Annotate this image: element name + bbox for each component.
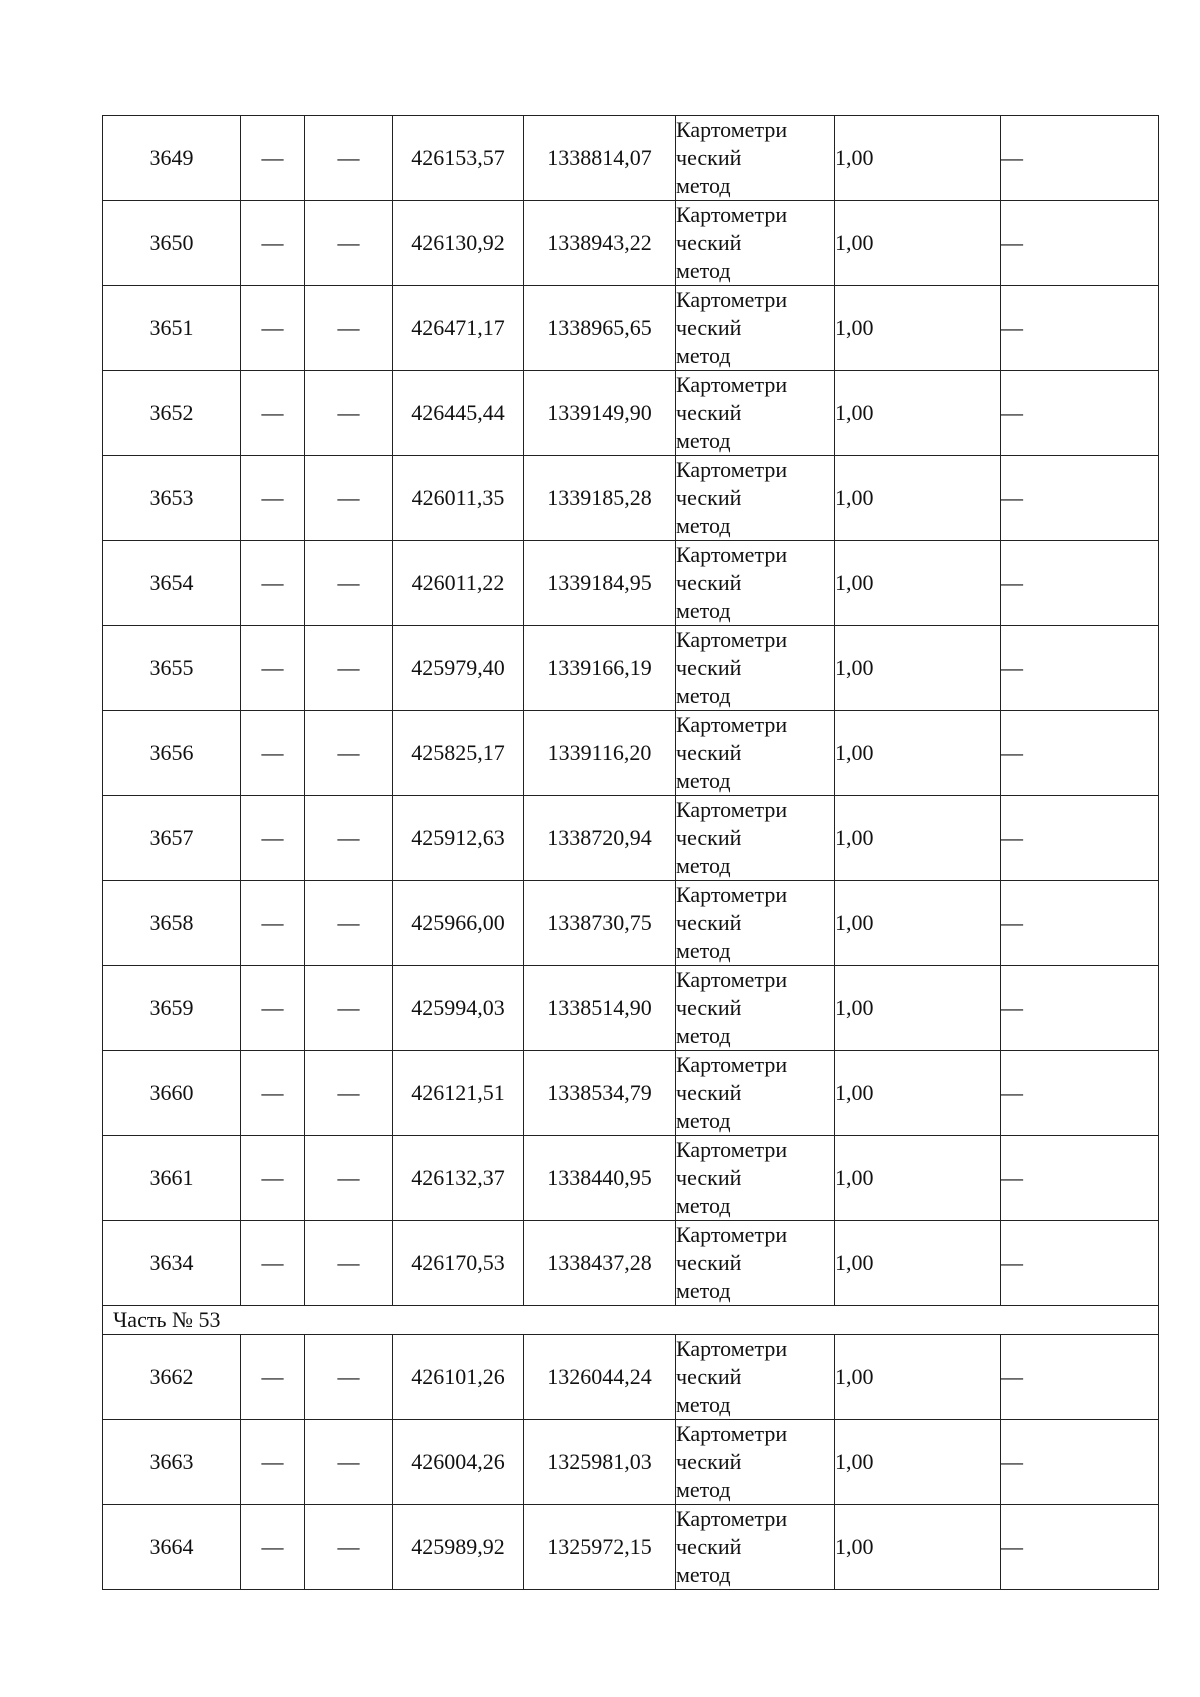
method-line-3: метод (676, 513, 731, 538)
x-coordinate-cell: 425966,00 (393, 881, 524, 966)
point-number-cell: 3651 (103, 286, 241, 371)
dash-cell-1: — (241, 1136, 305, 1221)
dash-cell-1: — (241, 541, 305, 626)
method-line-2: ческий (676, 910, 742, 935)
accuracy-cell: 1,00 (835, 626, 1001, 711)
dash-cell-1: — (241, 1420, 305, 1505)
dash-cell-2: — (305, 1051, 393, 1136)
dash-cell-1: — (241, 1221, 305, 1306)
method-line-3: метод (676, 343, 731, 368)
y-coordinate-cell: 1339184,95 (524, 541, 676, 626)
x-coordinate-cell: 426011,22 (393, 541, 524, 626)
method-line-3: метод (676, 428, 731, 453)
method-line-2: ческий (676, 655, 742, 680)
description-cell: — (1001, 1136, 1159, 1221)
method-cell (676, 1051, 835, 1136)
method-line-1: Картометри (676, 797, 788, 822)
accuracy-cell: 1,00 (835, 286, 1001, 371)
method-line-2: ческий (676, 1364, 742, 1389)
method-line-1: Картометри (676, 627, 788, 652)
method-cell (676, 966, 835, 1051)
table-row (103, 456, 1159, 541)
x-coordinate-cell: 426153,57 (393, 116, 524, 201)
description-cell: — (1001, 881, 1159, 966)
dash-cell-1: — (241, 286, 305, 371)
method-line-2: ческий (676, 400, 742, 425)
method-line-2: ческий (676, 1534, 742, 1559)
dash-cell-2: — (305, 626, 393, 711)
accuracy-cell: 1,00 (835, 456, 1001, 541)
table-row (103, 1136, 1159, 1221)
x-coordinate-cell: 425979,40 (393, 626, 524, 711)
accuracy-cell: 1,00 (835, 1136, 1001, 1221)
dash-cell-2: — (305, 116, 393, 201)
dash-cell-2: — (305, 1221, 393, 1306)
table-row (103, 711, 1159, 796)
dash-cell-1: — (241, 116, 305, 201)
y-coordinate-cell: 1339185,28 (524, 456, 676, 541)
method-cell (676, 626, 835, 711)
dash-cell-1: — (241, 796, 305, 881)
description-cell: — (1001, 1505, 1159, 1590)
method-line-1: Картометри (676, 1137, 788, 1162)
x-coordinate-cell: 426132,37 (393, 1136, 524, 1221)
method-cell (676, 1505, 835, 1590)
x-coordinate-cell: 426170,53 (393, 1221, 524, 1306)
method-line-3: метод (676, 1477, 731, 1502)
dash-cell-2: — (305, 371, 393, 456)
accuracy-cell: 1,00 (835, 1221, 1001, 1306)
method-line-3: метод (676, 1023, 731, 1048)
method-line-1: Картометри (676, 1052, 788, 1077)
dash-cell-2: — (305, 286, 393, 371)
method-line-1: Картометри (676, 202, 788, 227)
method-line-1: Картометри (676, 1506, 788, 1531)
dash-cell-1: — (241, 881, 305, 966)
method-line-1: Картометри (676, 457, 788, 482)
table-body (103, 116, 1159, 1590)
dash-cell-2: — (305, 1505, 393, 1590)
point-number-cell: 3657 (103, 796, 241, 881)
method-line-1: Картометри (676, 1222, 788, 1247)
x-coordinate-cell: 426471,17 (393, 286, 524, 371)
method-cell (676, 1221, 835, 1306)
method-line-2: ческий (676, 825, 742, 850)
dash-cell-1: — (241, 456, 305, 541)
description-cell: — (1001, 1335, 1159, 1420)
method-line-1: Картометри (676, 117, 788, 142)
x-coordinate-cell: 426121,51 (393, 1051, 524, 1136)
description-cell: — (1001, 711, 1159, 796)
dash-cell-2: — (305, 881, 393, 966)
table-row (103, 881, 1159, 966)
description-cell: — (1001, 626, 1159, 711)
table-row (103, 1221, 1159, 1306)
method-line-3: метод (676, 938, 731, 963)
method-cell (676, 286, 835, 371)
table-row (103, 286, 1159, 371)
point-number-cell: 3649 (103, 116, 241, 201)
method-line-2: ческий (676, 570, 742, 595)
dash-cell-1: — (241, 1335, 305, 1420)
method-line-3: метод (676, 258, 731, 283)
method-cell (676, 711, 835, 796)
accuracy-cell: 1,00 (835, 711, 1001, 796)
point-number-cell: 3661 (103, 1136, 241, 1221)
table-row (103, 116, 1159, 201)
method-line-1: Картометри (676, 287, 788, 312)
method-line-3: метод (676, 1278, 731, 1303)
x-coordinate-cell: 426101,26 (393, 1335, 524, 1420)
method-line-2: ческий (676, 1165, 742, 1190)
description-cell: — (1001, 541, 1159, 626)
y-coordinate-cell: 1325972,15 (524, 1505, 676, 1590)
dash-cell-2: — (305, 966, 393, 1051)
dash-cell-1: — (241, 201, 305, 286)
y-coordinate-cell: 1338814,07 (524, 116, 676, 201)
y-coordinate-cell: 1338965,65 (524, 286, 676, 371)
x-coordinate-cell: 425989,92 (393, 1505, 524, 1590)
dash-cell-1: — (241, 1505, 305, 1590)
accuracy-cell: 1,00 (835, 966, 1001, 1051)
y-coordinate-cell: 1338437,28 (524, 1221, 676, 1306)
method-cell (676, 116, 835, 201)
method-line-3: метод (676, 853, 731, 878)
coordinates-table (102, 115, 1159, 1590)
point-number-cell: 3664 (103, 1505, 241, 1590)
method-line-3: метод (676, 1562, 731, 1587)
accuracy-cell: 1,00 (835, 1335, 1001, 1420)
method-line-3: метод (676, 1108, 731, 1133)
x-coordinate-cell: 426445,44 (393, 371, 524, 456)
point-number-cell: 3652 (103, 371, 241, 456)
accuracy-cell: 1,00 (835, 1505, 1001, 1590)
method-line-3: метод (676, 683, 731, 708)
method-cell (676, 796, 835, 881)
dash-cell-1: — (241, 966, 305, 1051)
method-line-2: ческий (676, 485, 742, 510)
x-coordinate-cell: 425912,63 (393, 796, 524, 881)
y-coordinate-cell: 1338943,22 (524, 201, 676, 286)
y-coordinate-cell: 1338534,79 (524, 1051, 676, 1136)
method-line-1: Картометри (676, 882, 788, 907)
dash-cell-2: — (305, 796, 393, 881)
description-cell: — (1001, 371, 1159, 456)
description-cell: — (1001, 796, 1159, 881)
dash-cell-2: — (305, 201, 393, 286)
point-number-cell: 3653 (103, 456, 241, 541)
method-line-2: ческий (676, 995, 742, 1020)
method-line-1: Картометри (676, 372, 788, 397)
method-line-2: ческий (676, 1080, 742, 1105)
accuracy-cell: 1,00 (835, 541, 1001, 626)
method-line-3: метод (676, 1193, 731, 1218)
point-number-cell: 3662 (103, 1335, 241, 1420)
y-coordinate-cell: 1339166,19 (524, 626, 676, 711)
method-line-2: ческий (676, 145, 742, 170)
method-line-1: Картометри (676, 967, 788, 992)
x-coordinate-cell: 425825,17 (393, 711, 524, 796)
point-number-cell: 3656 (103, 711, 241, 796)
accuracy-cell: 1,00 (835, 371, 1001, 456)
method-cell (676, 371, 835, 456)
method-line-1: Картометри (676, 1336, 788, 1361)
point-number-cell: 3655 (103, 626, 241, 711)
method-cell (676, 541, 835, 626)
table-row (103, 1420, 1159, 1505)
description-cell: — (1001, 286, 1159, 371)
y-coordinate-cell: 1338440,95 (524, 1136, 676, 1221)
y-coordinate-cell: 1338514,90 (524, 966, 676, 1051)
x-coordinate-cell: 426130,92 (393, 201, 524, 286)
y-coordinate-cell: 1326044,24 (524, 1335, 676, 1420)
description-cell: — (1001, 201, 1159, 286)
method-cell (676, 881, 835, 966)
table-row (103, 201, 1159, 286)
accuracy-cell: 1,00 (835, 116, 1001, 201)
description-cell: — (1001, 1221, 1159, 1306)
part-label: Часть № 53 (103, 1306, 1159, 1335)
x-coordinate-cell: 426004,26 (393, 1420, 524, 1505)
dash-cell-2: — (305, 1420, 393, 1505)
table-row (103, 1505, 1159, 1590)
method-cell (676, 201, 835, 286)
point-number-cell: 3634 (103, 1221, 241, 1306)
method-line-2: ческий (676, 1449, 742, 1474)
description-cell: — (1001, 966, 1159, 1051)
method-cell (676, 456, 835, 541)
table-row (103, 966, 1159, 1051)
dash-cell-1: — (241, 711, 305, 796)
x-coordinate-cell: 426011,35 (393, 456, 524, 541)
y-coordinate-cell: 1339116,20 (524, 711, 676, 796)
dash-cell-2: — (305, 1335, 393, 1420)
dash-cell-2: — (305, 1136, 393, 1221)
dash-cell-2: — (305, 711, 393, 796)
method-line-1: Картометри (676, 542, 788, 567)
table-row (103, 626, 1159, 711)
description-cell: — (1001, 456, 1159, 541)
method-line-3: метод (676, 768, 731, 793)
point-number-cell: 3650 (103, 201, 241, 286)
method-line-2: ческий (676, 740, 742, 765)
description-cell: — (1001, 116, 1159, 201)
y-coordinate-cell: 1339149,90 (524, 371, 676, 456)
method-line-3: метод (676, 173, 731, 198)
dash-cell-2: — (305, 541, 393, 626)
table-row (103, 1051, 1159, 1136)
method-line-3: метод (676, 1392, 731, 1417)
method-line-2: ческий (676, 315, 742, 340)
dash-cell-1: — (241, 1051, 305, 1136)
table-row (103, 541, 1159, 626)
point-number-cell: 3659 (103, 966, 241, 1051)
dash-cell-1: — (241, 626, 305, 711)
point-number-cell: 3654 (103, 541, 241, 626)
method-cell (676, 1420, 835, 1505)
y-coordinate-cell: 1338720,94 (524, 796, 676, 881)
x-coordinate-cell: 425994,03 (393, 966, 524, 1051)
dash-cell-2: — (305, 456, 393, 541)
method-line-2: ческий (676, 1250, 742, 1275)
method-line-2: ческий (676, 230, 742, 255)
description-cell: — (1001, 1420, 1159, 1505)
accuracy-cell: 1,00 (835, 1420, 1001, 1505)
table-row (103, 796, 1159, 881)
y-coordinate-cell: 1338730,75 (524, 881, 676, 966)
point-number-cell: 3660 (103, 1051, 241, 1136)
point-number-cell: 3663 (103, 1420, 241, 1505)
description-cell: — (1001, 1051, 1159, 1136)
accuracy-cell: 1,00 (835, 1051, 1001, 1136)
dash-cell-1: — (241, 371, 305, 456)
accuracy-cell: 1,00 (835, 881, 1001, 966)
table-row (103, 371, 1159, 456)
part-header-row (103, 1306, 1159, 1335)
accuracy-cell: 1,00 (835, 201, 1001, 286)
accuracy-cell: 1,00 (835, 796, 1001, 881)
y-coordinate-cell: 1325981,03 (524, 1420, 676, 1505)
method-cell (676, 1136, 835, 1221)
method-cell (676, 1335, 835, 1420)
method-line-3: метод (676, 598, 731, 623)
method-line-1: Картометри (676, 1421, 788, 1446)
table-row (103, 1335, 1159, 1420)
method-line-1: Картометри (676, 712, 788, 737)
point-number-cell: 3658 (103, 881, 241, 966)
